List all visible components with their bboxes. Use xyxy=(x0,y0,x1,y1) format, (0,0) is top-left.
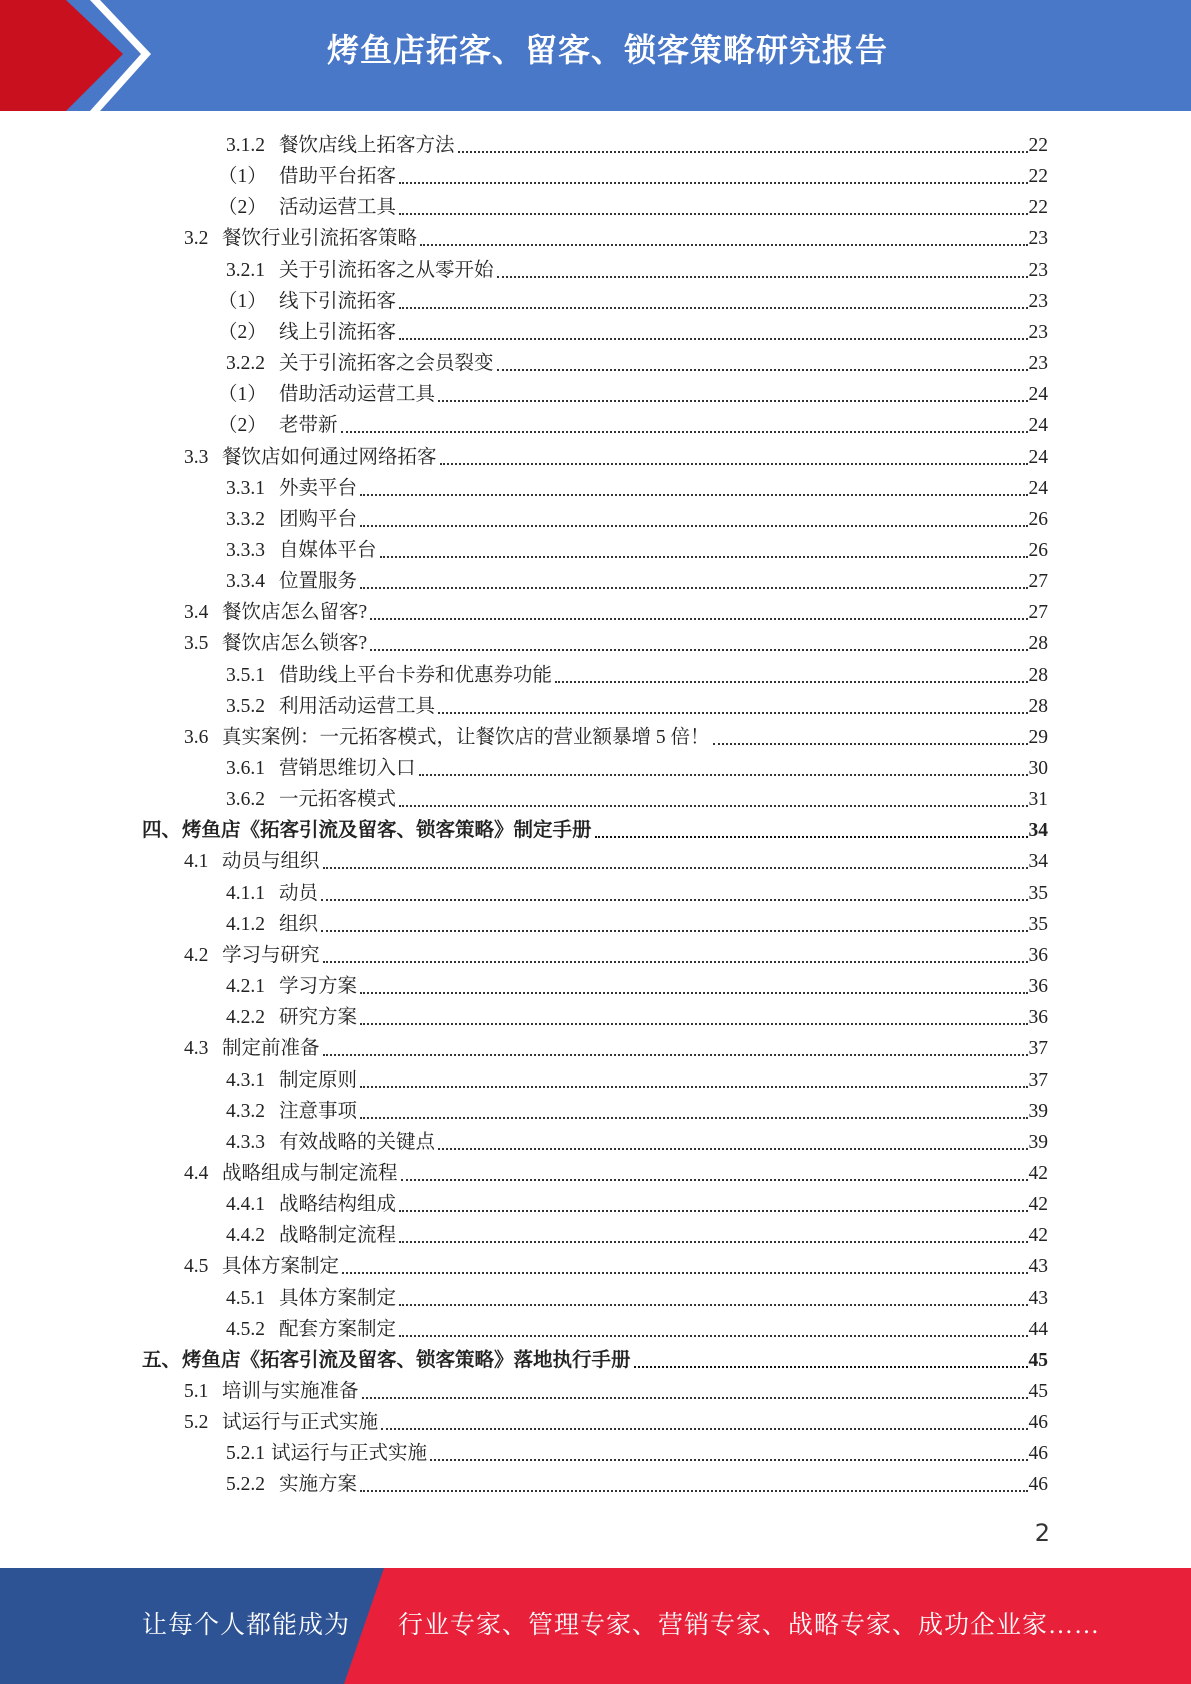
toc-entry[interactable] xyxy=(226,345,1048,376)
toc-leader-dots xyxy=(634,1366,1028,1368)
toc-entry-page: 36 xyxy=(1028,976,1048,998)
toc-leader-dots xyxy=(497,369,1028,371)
toc-entry[interactable] xyxy=(184,594,1048,625)
toc-entry-page: 43 xyxy=(1028,1287,1048,1309)
toc-entry-title: 餐饮店怎么锁客? xyxy=(222,633,368,655)
toc-entry-number: 4.3.1 xyxy=(226,1069,265,1091)
toc-entry-title: 组织 xyxy=(279,913,319,935)
toc-entry-title: 关于引流拓客之会员裂变 xyxy=(279,353,494,375)
toc-entry[interactable] xyxy=(226,127,1048,158)
toc-entry-title: 试运行与正式实施 xyxy=(271,1443,428,1465)
toc-entry[interactable] xyxy=(226,1062,1048,1093)
toc-leader-dots xyxy=(362,1397,1028,1399)
toc-leader-dots xyxy=(360,587,1027,589)
toc-entry-page: 26 xyxy=(1028,508,1048,530)
toc-entry[interactable] xyxy=(226,781,1048,812)
toc-entry-page: 28 xyxy=(1028,664,1048,686)
toc-entry-number: 4.1.2 xyxy=(226,913,265,935)
toc-leader-dots xyxy=(360,1117,1027,1119)
toc-entry-title: 营销思维切入口 xyxy=(279,758,416,779)
toc-entry[interactable] xyxy=(184,843,1048,874)
toc-entry-title: 战略制定流程 xyxy=(279,1225,397,1247)
toc-entry[interactable] xyxy=(226,1280,1048,1311)
toc-entry-title: 餐饮店如何通过网络拓客 xyxy=(222,446,437,468)
toc-chapter-entry[interactable] xyxy=(142,1342,1048,1373)
toc-entry-number: 5.2.2 xyxy=(226,1474,265,1496)
toc-entry-page: 31 xyxy=(1028,789,1048,811)
toc-entry-title: 真实案例：一元拓客模式，让餐饮店的营业额暴增 5 倍！ xyxy=(222,726,710,748)
toc-leader-dots xyxy=(438,1148,1027,1150)
toc-entry[interactable] xyxy=(226,252,1048,283)
toc-entry-title: 活动运营工具 xyxy=(279,197,397,219)
toc-entry-number: 四、 xyxy=(142,820,182,842)
toc-entry-number: 3.3.3 xyxy=(226,539,265,561)
toc-leader-dots xyxy=(595,836,1028,838)
toc-leader-dots xyxy=(419,774,1028,776)
toc-entry-number: （1） xyxy=(218,166,267,188)
report-title: 烤鱼店拓客、留客、锁客策略研究报告 xyxy=(326,31,888,69)
toc-entry-page: 24 xyxy=(1028,446,1048,468)
toc-entry-number: 3.2.1 xyxy=(226,259,265,281)
toc-entry[interactable] xyxy=(184,937,1048,968)
toc-entry-page: 37 xyxy=(1028,1069,1048,1091)
toc-entry-number: 4.1.1 xyxy=(226,882,265,904)
toc-entry-title: 自媒体平台 xyxy=(279,539,377,561)
toc-leader-dots xyxy=(360,992,1027,994)
toc-entry-title: 借助平台拓客 xyxy=(279,166,397,188)
toc-entry-number: 3.5.1 xyxy=(226,664,265,686)
toc-entry[interactable] xyxy=(226,501,1048,532)
toc-entry-page: 35 xyxy=(1028,913,1048,935)
toc-entry-number: （2） xyxy=(218,321,267,343)
toc-entry-number: 4.2 xyxy=(184,944,209,966)
toc-entry[interactable] xyxy=(226,999,1048,1030)
toc-entry[interactable] xyxy=(226,563,1048,594)
toc-leader-dots xyxy=(360,1490,1027,1492)
toc-entry-number: 3.3 xyxy=(184,446,209,468)
toc-entry-number: 3.6.1 xyxy=(226,758,265,779)
toc-entry-number: 4.4.1 xyxy=(226,1194,265,1216)
toc-entry-page: 26 xyxy=(1028,539,1048,561)
toc-entry-title: 借助线上平台卡券和优惠券功能 xyxy=(279,664,553,686)
toc-entry-number: 3.6 xyxy=(184,726,209,748)
toc-entry-number: 3.3.2 xyxy=(226,508,265,530)
page-footer xyxy=(0,1568,1191,1684)
toc-entry-page: 22 xyxy=(1028,135,1048,156)
toc-entry-page: 36 xyxy=(1028,944,1048,966)
toc-leader-dots xyxy=(430,1459,1027,1461)
toc-entry-page: 28 xyxy=(1028,633,1048,655)
toc-entry-page: 46 xyxy=(1028,1474,1048,1496)
toc-leader-dots xyxy=(370,618,1027,620)
toc-chapter-entry[interactable] xyxy=(142,812,1048,843)
toc-entry-title: 团购平台 xyxy=(279,508,358,530)
footer-slogan-left: 让每个人都能成为 xyxy=(142,1612,351,1639)
toc-entry[interactable] xyxy=(184,625,1048,656)
toc-entry[interactable] xyxy=(226,750,1048,781)
toc-entry-page: 42 xyxy=(1028,1194,1048,1216)
toc-entry[interactable] xyxy=(218,158,1048,189)
toc-entry-number: 4.5 xyxy=(184,1256,209,1278)
toc-leader-dots xyxy=(370,649,1027,651)
toc-entry-number: 4.4 xyxy=(184,1162,209,1184)
toc-entry[interactable] xyxy=(226,1124,1048,1155)
toc-leader-dots xyxy=(321,899,1027,901)
toc-entry-number: （2） xyxy=(218,415,267,437)
toc-entry-page: 23 xyxy=(1028,228,1048,250)
toc-entry-number: 4.3.3 xyxy=(226,1131,265,1153)
toc-entry[interactable] xyxy=(226,532,1048,563)
toc-entry[interactable] xyxy=(226,1186,1048,1217)
toc-entry[interactable] xyxy=(184,1030,1048,1061)
footer-slogan-right: 行业专家、管理专家、营销专家、战略专家、成功企业家…… xyxy=(398,1612,1101,1639)
toc-entry-title: 餐饮店线上拓客方法 xyxy=(279,135,455,156)
toc-entry-title: 位置服务 xyxy=(279,571,358,593)
toc-entry-title: 有效战略的关键点 xyxy=(279,1131,436,1153)
toc-leader-dots xyxy=(323,961,1028,963)
toc-entry-number: 3.2 xyxy=(184,228,209,250)
toc-entry-number: 3.4 xyxy=(184,602,209,624)
toc-leader-dots xyxy=(399,1304,1027,1306)
toc-entry-number: 4.2.1 xyxy=(226,976,265,998)
toc-leader-dots xyxy=(323,1054,1028,1056)
toc-entry-page: 39 xyxy=(1028,1131,1048,1153)
toc-entry[interactable] xyxy=(184,1155,1048,1186)
toc-leader-dots xyxy=(497,276,1028,278)
toc-entry-title: 学习方案 xyxy=(279,976,358,998)
toc-entry-title: 借助活动运营工具 xyxy=(279,384,436,406)
toc-entry-page: 27 xyxy=(1028,602,1048,624)
toc-entry-title: 培训与实施准备 xyxy=(222,1381,359,1402)
toc-entry-page: 23 xyxy=(1028,259,1048,281)
toc-entry-title: 动员 xyxy=(279,882,319,904)
toc-entry-number: 3.5 xyxy=(184,633,209,655)
toc-entry[interactable] xyxy=(226,1435,1048,1466)
toc-leader-dots xyxy=(341,431,1028,433)
toc-entry-number: 4.3 xyxy=(184,1038,209,1060)
toc-leader-dots xyxy=(360,494,1027,496)
toc-entry[interactable] xyxy=(184,439,1048,470)
toc-entry[interactable] xyxy=(218,189,1048,220)
toc-entry-title: 试运行与正式实施 xyxy=(222,1412,379,1434)
toc-entry-title: 研究方案 xyxy=(279,1007,358,1029)
toc-entry-number: 4.3.2 xyxy=(226,1100,265,1122)
toc-entry-page: 43 xyxy=(1028,1256,1048,1278)
toc-entry-title: 烤鱼店《拓客引流及留客、锁客策略》制定手册 xyxy=(182,820,592,842)
toc-entry-page: 45 xyxy=(1028,1349,1048,1371)
toc-entry-page: 34 xyxy=(1028,820,1048,842)
toc-entry[interactable] xyxy=(226,875,1048,906)
toc-leader-dots xyxy=(399,182,1027,184)
toc-entry[interactable] xyxy=(184,719,1048,750)
toc-entry-page: 44 xyxy=(1028,1318,1048,1340)
toc-entry-page: 22 xyxy=(1028,197,1048,219)
toc-entry-page: 24 xyxy=(1028,477,1048,499)
toc-leader-dots xyxy=(360,525,1027,527)
toc-entry-number: 3.6.2 xyxy=(226,789,265,811)
toc-entry[interactable] xyxy=(184,1373,1048,1404)
page-header xyxy=(0,0,1191,111)
toc-entry-page: 28 xyxy=(1028,695,1048,717)
toc-entry-page: 45 xyxy=(1028,1381,1048,1402)
toc-entry-number: （1） xyxy=(218,290,267,312)
toc-entry-number: 4.5.1 xyxy=(226,1287,265,1309)
toc-entry-number: 3.3.1 xyxy=(226,477,265,499)
toc-leader-dots xyxy=(342,1272,1027,1274)
toc-entry-page: 42 xyxy=(1028,1225,1048,1247)
toc-entry-page: 24 xyxy=(1028,415,1048,437)
toc-entry-title: 线下引流拓客 xyxy=(279,290,397,312)
toc-leader-dots xyxy=(399,213,1027,215)
toc-entry-number: 5.2.1 xyxy=(226,1443,265,1465)
toc-entry-title: 制定前准备 xyxy=(222,1038,320,1060)
toc-entry[interactable] xyxy=(226,968,1048,999)
toc-entry-page: 35 xyxy=(1028,882,1048,904)
toc-entry-page: 46 xyxy=(1028,1443,1048,1465)
toc-entry-page: 39 xyxy=(1028,1100,1048,1122)
toc-entry-page: 46 xyxy=(1028,1412,1048,1434)
toc-entry-title: 外卖平台 xyxy=(279,477,358,499)
toc-leader-dots xyxy=(713,743,1028,745)
toc-entry-title: 老带新 xyxy=(279,415,338,437)
toc-entry[interactable] xyxy=(218,407,1048,438)
toc-leader-dots xyxy=(399,805,1027,807)
toc-leader-dots xyxy=(401,1179,1028,1181)
toc-entry[interactable] xyxy=(226,688,1048,719)
toc-entry[interactable] xyxy=(226,1311,1048,1342)
toc-entry-number: 5.2 xyxy=(184,1412,209,1434)
toc-entry-title: 动员与组织 xyxy=(222,851,320,873)
toc-leader-dots xyxy=(323,867,1028,869)
toc-entry-title: 烤鱼店《拓客引流及留客、锁客策略》落地执行手册 xyxy=(182,1349,631,1371)
toc-entry-title: 注意事项 xyxy=(279,1100,358,1122)
toc-entry-title: 一元拓客模式 xyxy=(279,789,397,811)
toc-entry[interactable] xyxy=(226,1217,1048,1248)
toc-entry-title: 具体方案制定 xyxy=(279,1287,397,1309)
toc-entry-title: 配套方案制定 xyxy=(279,1318,397,1340)
toc-entry-number: （2） xyxy=(218,197,267,219)
toc-entry-number: 4.1 xyxy=(184,851,209,873)
toc-leader-dots xyxy=(360,1086,1027,1088)
toc-entry-page: 37 xyxy=(1028,1038,1048,1060)
toc-leader-dots xyxy=(399,1210,1027,1212)
toc-entry-title: 制定原则 xyxy=(279,1069,358,1091)
toc-entry[interactable] xyxy=(218,376,1048,407)
toc-leader-dots xyxy=(458,151,1028,153)
toc-leader-dots xyxy=(380,556,1028,558)
toc-entry-page: 23 xyxy=(1028,290,1048,312)
toc-entry-page: 36 xyxy=(1028,1007,1048,1029)
toc-entry-title: 餐饮行业引流拓客策略 xyxy=(222,228,418,250)
toc-leader-dots xyxy=(399,1335,1027,1337)
toc-entry-number: 3.1.2 xyxy=(226,135,265,156)
toc-entry-title: 战略组成与制定流程 xyxy=(222,1162,398,1184)
toc-entry-page: 23 xyxy=(1028,353,1048,375)
toc-entry-page: 23 xyxy=(1028,321,1048,343)
toc-entry[interactable] xyxy=(226,1093,1048,1124)
toc-leader-dots xyxy=(438,712,1027,714)
toc-entry-page: 34 xyxy=(1028,851,1048,873)
toc-entry-number: （1） xyxy=(218,384,267,406)
toc-entry-page: 29 xyxy=(1028,726,1048,748)
toc-entry-page: 42 xyxy=(1028,1162,1048,1184)
toc-entry-number: 4.2.2 xyxy=(226,1007,265,1029)
toc-leader-dots xyxy=(321,930,1027,932)
toc-leader-dots xyxy=(399,1241,1027,1243)
toc-entry[interactable] xyxy=(218,283,1048,314)
toc-leader-dots xyxy=(399,338,1027,340)
toc-leader-dots xyxy=(399,307,1027,309)
toc-leader-dots xyxy=(440,463,1028,465)
toc-leader-dots xyxy=(360,1023,1027,1025)
toc-entry[interactable] xyxy=(218,314,1048,345)
toc-entry[interactable] xyxy=(184,1248,1048,1279)
toc-entry-title: 战略结构组成 xyxy=(279,1194,397,1216)
toc-entry-number: 5.1 xyxy=(184,1381,209,1402)
toc-entry-page: 24 xyxy=(1028,384,1048,406)
toc-entry[interactable] xyxy=(226,906,1048,937)
toc-entry-title: 利用活动运营工具 xyxy=(279,695,436,717)
toc-entry-title: 餐饮店怎么留客? xyxy=(222,602,368,624)
toc-entry-page: 30 xyxy=(1028,758,1048,779)
toc-entry[interactable] xyxy=(226,657,1048,688)
toc-entry[interactable] xyxy=(226,470,1048,501)
toc-entry-title: 实施方案 xyxy=(279,1474,358,1496)
toc-entry-page: 27 xyxy=(1028,571,1048,593)
toc-entry[interactable] xyxy=(184,1404,1048,1435)
toc-leader-dots xyxy=(555,681,1027,683)
toc-entry-title: 具体方案制定 xyxy=(222,1256,340,1278)
toc-entry-number: 3.2.2 xyxy=(226,353,265,375)
toc-entry-title: 关于引流拓客之从零开始 xyxy=(279,259,494,281)
toc-leader-dots xyxy=(420,244,1027,246)
toc-entry-number: 3.3.4 xyxy=(226,571,265,593)
toc-entry-title: 学习与研究 xyxy=(222,944,320,966)
toc-entry[interactable] xyxy=(184,220,1048,251)
toc-entry-number: 4.4.2 xyxy=(226,1225,265,1247)
page-number: 2 xyxy=(1034,1519,1050,1547)
toc-entry-number: 五、 xyxy=(142,1349,182,1371)
toc-entry-number: 3.5.2 xyxy=(226,695,265,717)
toc-entry[interactable] xyxy=(226,1466,1048,1497)
toc-leader-dots xyxy=(438,400,1027,402)
toc-leader-dots xyxy=(381,1428,1027,1430)
toc-entry-title: 线上引流拓客 xyxy=(279,321,397,343)
toc-entry-page: 22 xyxy=(1028,166,1048,188)
toc-entry-number: 4.5.2 xyxy=(226,1318,265,1340)
